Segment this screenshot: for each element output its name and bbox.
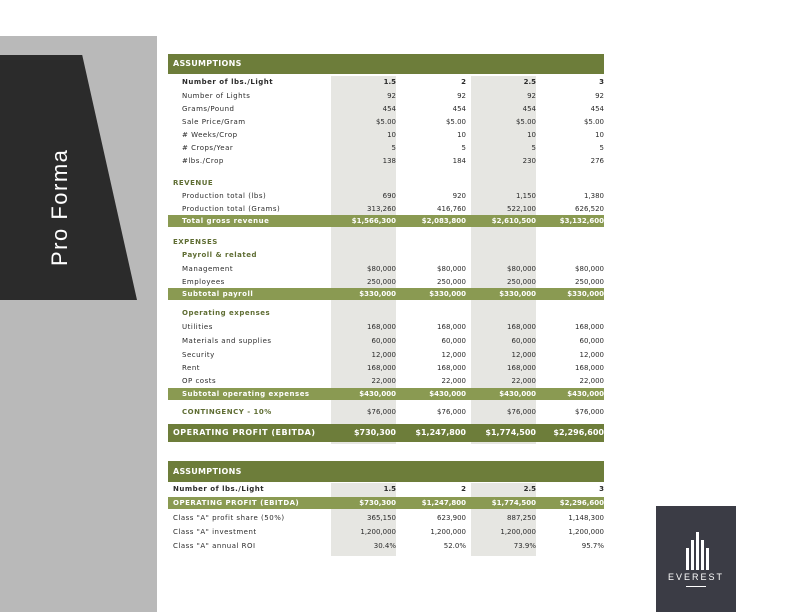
cell-value: $76,000 — [367, 408, 396, 416]
cell-value: 623,900 — [437, 514, 466, 522]
cell-value: 2 — [461, 485, 466, 493]
table-row — [168, 349, 604, 361]
logo-divider — [686, 586, 706, 587]
cell-value: 10 — [387, 131, 396, 139]
lbs-per-light-row — [168, 76, 604, 88]
cell-value: 250,000 — [367, 278, 396, 286]
cell-value: 22,000 — [511, 377, 536, 385]
row-label: Materials and supplies — [182, 337, 272, 345]
cell-value: 60,000 — [511, 337, 536, 345]
row-label: #lbs./Crop — [182, 157, 224, 165]
building-icon — [656, 514, 736, 574]
table-row — [168, 321, 604, 333]
table-row — [168, 375, 604, 387]
cell-value: 168,000 — [575, 323, 604, 331]
cell-value: 365,150 — [367, 514, 396, 522]
cell-value: $1,774,500 — [485, 428, 536, 437]
row-label: Employees — [182, 278, 225, 286]
cell-value: 454 — [452, 105, 466, 113]
cell-value: $2,083,800 — [421, 217, 466, 225]
cell-value: $1,247,800 — [421, 499, 466, 507]
row-label: Total gross revenue — [182, 217, 270, 225]
pro-forma-table — [168, 54, 604, 444]
cell-value: 92 — [387, 92, 396, 100]
cell-value: 3 — [599, 485, 604, 493]
cell-value: 5 — [599, 144, 604, 152]
cell-value: 95.7% — [581, 542, 604, 550]
row-label: Class "A" profit share (50%) — [173, 514, 285, 522]
cell-value: 1,200,000 — [360, 528, 396, 536]
row-label: Utilities — [182, 323, 213, 331]
cell-value: 5 — [531, 144, 536, 152]
page-title: Pro Forma — [47, 148, 72, 266]
cell-value: $80,000 — [367, 265, 396, 273]
row-label: Sale Price/Gram — [182, 118, 246, 126]
table-row — [168, 512, 604, 524]
table-row — [168, 103, 604, 115]
section-heading — [168, 177, 604, 189]
cell-value: 168,000 — [367, 364, 396, 372]
row-label: Subtotal operating expenses — [182, 390, 310, 398]
cell-value: 2.5 — [523, 485, 536, 493]
cell-value: $730,300 — [359, 499, 396, 507]
cell-value: 30.4% — [373, 542, 396, 550]
cell-value: $1,566,300 — [351, 217, 396, 225]
cell-value: 1,200,000 — [568, 528, 604, 536]
cell-value: 22,000 — [441, 377, 466, 385]
cell-value: 887,250 — [507, 514, 536, 522]
cell-value: 168,000 — [367, 323, 396, 331]
cell-value: 454 — [382, 105, 396, 113]
cell-value: $1,247,800 — [415, 428, 466, 437]
row-label: Number of Lights — [182, 92, 251, 100]
cell-value: $330,000 — [567, 290, 604, 298]
cell-value: 3 — [599, 78, 604, 86]
cell-value: $5.00 — [445, 118, 466, 126]
cell-value: 52.0% — [443, 542, 466, 550]
cell-value: 230 — [522, 157, 536, 165]
table-row — [168, 335, 604, 347]
cell-value: $2,610,500 — [491, 217, 536, 225]
cell-value: $76,000 — [437, 408, 466, 416]
cell-value: $76,000 — [507, 408, 536, 416]
lbs-per-light-row — [168, 483, 604, 495]
cell-value: $3,132,600 — [559, 217, 604, 225]
subsection-heading — [168, 249, 604, 261]
cell-value: $2,296,600 — [559, 499, 604, 507]
cell-value: 5 — [391, 144, 396, 152]
row-label: Number of lbs./Light — [182, 78, 274, 86]
cell-value: 22,000 — [579, 377, 604, 385]
cell-value: $430,000 — [359, 390, 396, 398]
row-label: OPERATING PROFIT (EBITDA) — [173, 428, 316, 437]
table-row — [168, 203, 604, 215]
table-row — [168, 155, 604, 167]
cell-value: 138 — [382, 157, 396, 165]
cell-value: 168,000 — [507, 364, 536, 372]
cell-value: 626,520 — [575, 205, 604, 213]
cell-value: 12,000 — [511, 351, 536, 359]
row-label: # Crops/Year — [182, 144, 234, 152]
cell-value: 1,200,000 — [500, 528, 536, 536]
cell-value: $80,000 — [575, 265, 604, 273]
total-revenue-row — [168, 215, 604, 227]
row-label: Grams/Pound — [182, 105, 235, 113]
table-header-label: ASSUMPTIONS — [173, 467, 242, 476]
contingency-row — [168, 406, 604, 418]
table-row — [168, 526, 604, 538]
cell-value: 168,000 — [507, 323, 536, 331]
cell-value: $330,000 — [429, 290, 466, 298]
table-row — [168, 116, 604, 128]
cell-value: $5.00 — [515, 118, 536, 126]
row-label: Number of lbs./Light — [173, 485, 265, 493]
cell-value: 313,260 — [367, 205, 396, 213]
table-header-label: ASSUMPTIONS — [173, 59, 242, 68]
row-label: Security — [182, 351, 215, 359]
row-label: Rent — [182, 364, 201, 372]
row-label: OPERATING PROFIT (EBITDA) — [173, 499, 300, 507]
cell-value: 10 — [595, 131, 604, 139]
cell-value: 60,000 — [371, 337, 396, 345]
cell-value: $2,296,600 — [553, 428, 604, 437]
row-label: CONTINGENCY - 10% — [182, 408, 272, 416]
cell-value: 168,000 — [437, 364, 466, 372]
table-header — [168, 461, 604, 482]
cell-value: 690 — [382, 192, 396, 200]
expenses-heading: EXPENSES — [173, 238, 218, 246]
revenue-heading: REVENUE — [173, 179, 214, 187]
cell-value: $80,000 — [437, 265, 466, 273]
cell-value: 12,000 — [579, 351, 604, 359]
cell-value: $430,000 — [567, 390, 604, 398]
cell-value: 1.5 — [383, 78, 396, 86]
cell-value: 454 — [590, 105, 604, 113]
cell-value: 92 — [527, 92, 536, 100]
table-row — [168, 362, 604, 374]
payroll-heading: Payroll & related — [182, 251, 257, 259]
table-row — [168, 142, 604, 154]
cell-value: 522,100 — [507, 205, 536, 213]
table-row — [168, 276, 604, 288]
row-label: Management — [182, 265, 234, 273]
everest-logo — [656, 506, 736, 612]
cell-value: 60,000 — [579, 337, 604, 345]
cell-value: 2 — [461, 78, 466, 86]
cell-value: $80,000 — [507, 265, 536, 273]
cell-value: $5.00 — [583, 118, 604, 126]
logo-name: EVEREST — [667, 572, 724, 582]
cell-value: 12,000 — [441, 351, 466, 359]
cell-value: 184 — [452, 157, 466, 165]
cell-value: 12,000 — [371, 351, 396, 359]
cell-value: 1,148,300 — [568, 514, 604, 522]
subtotal-operating-row — [168, 388, 604, 400]
row-label: OP costs — [182, 377, 217, 385]
operating-profit-row — [168, 497, 604, 509]
cell-value: 1,200,000 — [430, 528, 466, 536]
cell-value: $1,774,500 — [491, 499, 536, 507]
cell-value: 920 — [452, 192, 466, 200]
row-label: Class "A" investment — [173, 528, 257, 536]
subsection-heading — [168, 307, 604, 319]
row-label: Class "A" annual ROI — [173, 542, 256, 550]
cell-value: 1,150 — [515, 192, 536, 200]
row-label: # Weeks/Crop — [182, 131, 238, 139]
cell-value: $330,000 — [499, 290, 536, 298]
row-label: Production total (Grams) — [182, 205, 281, 213]
table-row — [168, 263, 604, 275]
cell-value: 92 — [457, 92, 466, 100]
cell-value: $330,000 — [359, 290, 396, 298]
cell-value: 2.5 — [523, 78, 536, 86]
row-label: Subtotal payroll — [182, 290, 254, 298]
cell-value: 276 — [590, 157, 604, 165]
row-label: Production total (lbs) — [182, 192, 267, 200]
roi-summary-table — [168, 461, 604, 556]
table-row — [168, 129, 604, 141]
cell-value: 168,000 — [575, 364, 604, 372]
cell-value: 10 — [527, 131, 536, 139]
cell-value: 92 — [595, 92, 604, 100]
cell-value: $430,000 — [499, 390, 536, 398]
table-header — [168, 54, 604, 74]
cell-value: 22,000 — [371, 377, 396, 385]
cell-value: 250,000 — [437, 278, 466, 286]
cell-value: $5.00 — [375, 118, 396, 126]
cell-value: $76,000 — [575, 408, 604, 416]
operating-profit-row — [168, 424, 604, 442]
cell-value: $430,000 — [429, 390, 466, 398]
cell-value: 416,760 — [437, 205, 466, 213]
cell-value: 73.9% — [513, 542, 536, 550]
cell-value: 250,000 — [575, 278, 604, 286]
table-row — [168, 90, 604, 102]
operating-expenses-heading: Operating expenses — [182, 309, 271, 317]
cell-value: $730,300 — [353, 428, 396, 437]
subtotal-payroll-row — [168, 288, 604, 300]
cell-value: 1,380 — [583, 192, 604, 200]
cell-value: 168,000 — [437, 323, 466, 331]
cell-value: 250,000 — [507, 278, 536, 286]
cell-value: 454 — [522, 105, 536, 113]
section-heading — [168, 236, 604, 248]
table-row — [168, 540, 604, 552]
table-row — [168, 190, 604, 202]
cell-value: 60,000 — [441, 337, 466, 345]
cell-value: 10 — [457, 131, 466, 139]
cell-value: 5 — [461, 144, 466, 152]
cell-value: 1.5 — [383, 485, 396, 493]
